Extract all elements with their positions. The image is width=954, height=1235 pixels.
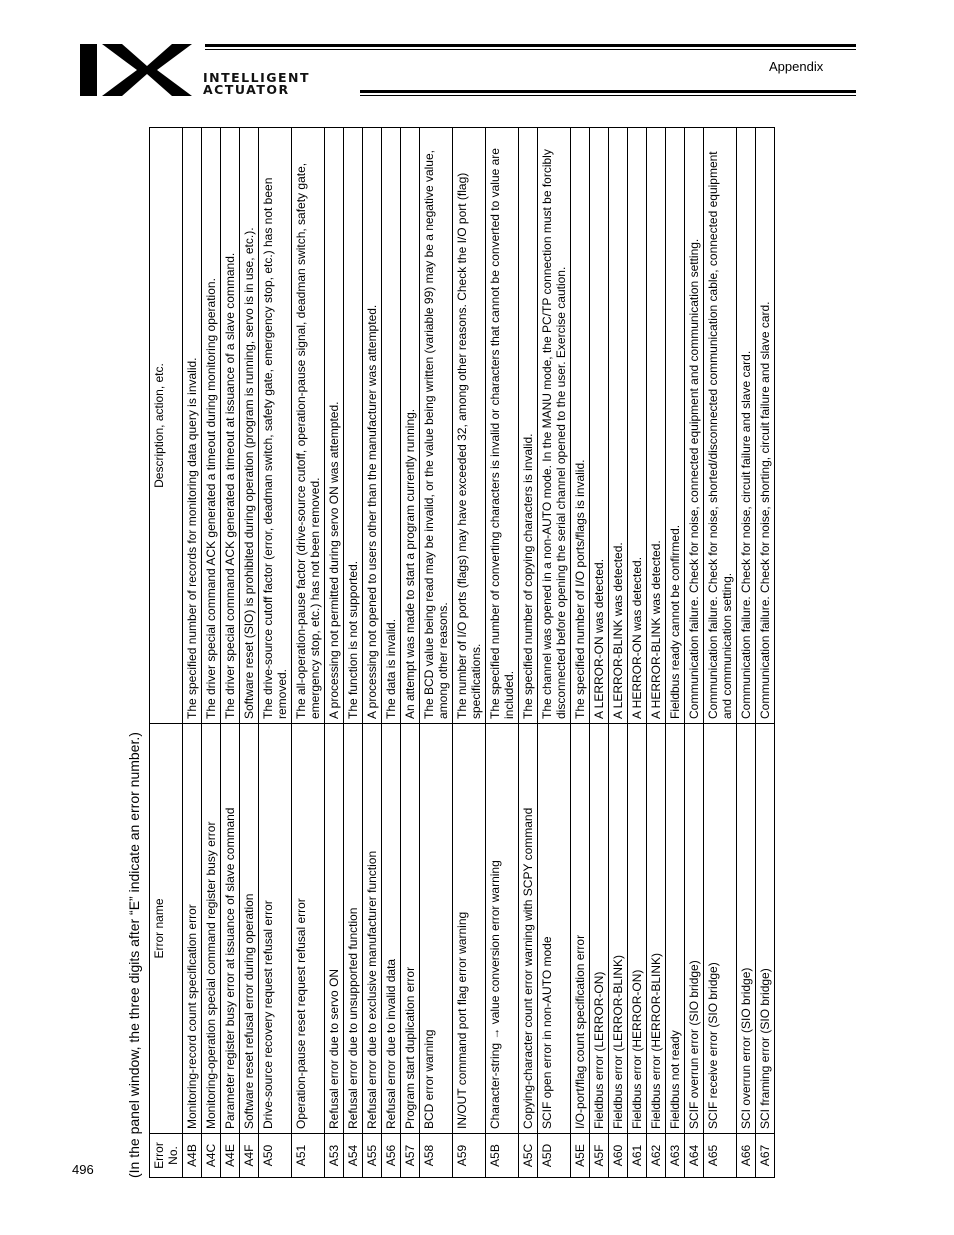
table-row [363, 128, 382, 1178]
description-cell: The driver special command ACK generated a timeout during monitoring operation. [202, 128, 221, 724]
table-row [202, 128, 221, 1178]
rotated-table-block [109, 128, 837, 1178]
table-row [538, 128, 571, 1178]
error-name-cell: IN/OUT command port flag error warning [453, 724, 486, 1134]
error-name-cell: SCIF receive error (SIO bridge) [704, 724, 737, 1134]
table-row [292, 128, 325, 1178]
table-row [453, 128, 486, 1178]
error-name-cell: Fieldbus error (LERROR-ON) [590, 724, 609, 1134]
error-name-cell: SCIF open error in non-AUTO mode [538, 724, 571, 1134]
section-label: Appendix [769, 59, 824, 74]
error-code-cell: A65 [704, 1134, 737, 1178]
error-name-cell: SCI framing error (SIO bridge) [756, 724, 775, 1134]
table-row [519, 128, 538, 1178]
error-code-cell: A67 [756, 1134, 775, 1178]
error-code-cell: A4B [183, 1134, 202, 1178]
header-description: Description, action, etc. [150, 128, 183, 724]
error-code-cell: A5E [571, 1134, 590, 1178]
error-name-cell: Fieldbus error (LERROR-BLINK) [609, 724, 628, 1134]
description-cell: The drive-source cutoff factor (error, deadman switch, safety gate, emergency stop, etc.) has not been removed. [259, 128, 292, 724]
page-number: 496 [72, 1162, 94, 1177]
error-name-cell: Drive-source recovery request refusal error [259, 724, 292, 1134]
table-row [590, 128, 609, 1178]
table-row [685, 128, 704, 1178]
description-cell: The all-operation-pause factor (drive-source cutoff, operation-pause signal, deadman switch, safety gate, emergency stop, etc.) has not been removed. [292, 128, 325, 724]
table-row [737, 128, 756, 1178]
table-row [486, 128, 519, 1178]
description-cell: The specified number of copying characters is invalid. [519, 128, 538, 724]
header-rule-bottom-thin [360, 95, 856, 96]
error-code-cell: A55 [363, 1134, 382, 1178]
description-cell: Communication failure. Check for noise, shorting, circuit failure and slave card. [756, 128, 775, 724]
description-cell: Fieldbus ready cannot be confirmed. [666, 128, 685, 724]
description-cell: Communication failure. Check for noise, connected equipment and communication setting. [685, 128, 704, 724]
error-name-cell: Monitoring-record count specification error [183, 724, 202, 1134]
error-name-cell: Copying-character count error warning with SCPY command [519, 724, 538, 1134]
description-cell: The channel was opened in a non-AUTO mode. In the MANU mode, the PC/TP connection must be forcibly disconnected before opening the serial channel opened to the user. Exercise caution. [538, 128, 571, 724]
table-row [704, 128, 737, 1178]
error-code-cell: A60 [609, 1134, 628, 1178]
error-code-cell: A64 [685, 1134, 704, 1178]
table-header-row [150, 128, 183, 1178]
brand-wordmark [203, 72, 310, 96]
description-cell: Communication failure. Check for noise, circuit failure and slave card. [737, 128, 756, 724]
intelligent-actuator-logo [80, 44, 192, 96]
error-name-cell: Monitoring-operation special command register busy error [202, 724, 221, 1134]
error-code-cell: A56 [382, 1134, 401, 1178]
error-code-cell: A66 [737, 1134, 756, 1178]
description-cell: A processing not permitted during servo ON was attempted. [325, 128, 344, 724]
header-error-no: Error No. [150, 1134, 183, 1178]
table-row [666, 128, 685, 1178]
description-cell: The data is invalid. [382, 128, 401, 724]
error-name-cell: SCIF overrun error (SIO bridge) [685, 724, 704, 1134]
error-code-cell: A62 [647, 1134, 666, 1178]
description-cell: A LERROR-ON was detected. [590, 128, 609, 724]
error-name-cell: Fieldbus not ready [666, 724, 685, 1134]
table-row [571, 128, 590, 1178]
error-code-cell: A58 [420, 1134, 453, 1178]
description-cell: A HERROR-ON was detected. [628, 128, 647, 724]
brand-line1: INTELLIGENT [203, 70, 311, 85]
header-rule-top [205, 44, 856, 47]
error-name-cell: Fieldbus error (HERROR-ON) [628, 724, 647, 1134]
description-cell: The function is not supported. [344, 128, 363, 724]
error-code-cell: A4E [221, 1134, 240, 1178]
error-code-cell: A61 [628, 1134, 647, 1178]
error-name-cell: Refusal error due to servo ON [325, 724, 344, 1134]
description-cell: A HERROR-BLINK was detected. [647, 128, 666, 724]
error-name-cell: Software reset refusal error during operation [240, 724, 259, 1134]
error-name-cell: Character-string → value conversion error warning [486, 724, 519, 1134]
error-code-cell: A54 [344, 1134, 363, 1178]
error-table [149, 127, 775, 1178]
error-code-cell: A50 [259, 1134, 292, 1178]
table-row [259, 128, 292, 1178]
description-cell: An attempt was made to start a program currently running. [401, 128, 420, 724]
description-cell: Communication failure. Check for noise, shorted/disconnected communication cable, connected equipment and communication setting. [704, 128, 737, 724]
error-name-cell: BCD error warning [420, 724, 453, 1134]
description-cell: The BCD value being read may be invalid, or the value being written (variable 99) may be a negative value, among other reasons. [420, 128, 453, 724]
description-cell: The specified number of records for monitoring data query is invalid. [183, 128, 202, 724]
description-cell: A processing not opened to users other than the manufacturer was attempted. [363, 128, 382, 724]
header-rule-top-thin [205, 49, 856, 50]
error-name-cell: Operation-pause reset request refusal error [292, 724, 325, 1134]
table-row [382, 128, 401, 1178]
table-row [756, 128, 775, 1178]
table-row [344, 128, 363, 1178]
table-row [183, 128, 202, 1178]
table-row [609, 128, 628, 1178]
error-code-cell: A51 [292, 1134, 325, 1178]
description-cell: A LERROR-BLINK was detected. [609, 128, 628, 724]
table-row [325, 128, 344, 1178]
description-cell: The number of I/O ports (flags) may have exceeded 32, among other reasons. Check the I/O port (flag) specifications. [453, 128, 486, 724]
error-code-cell: A4F [240, 1134, 259, 1178]
error-code-cell: A5B [486, 1134, 519, 1178]
error-name-cell: Fieldbus error (HERROR-BLINK) [647, 724, 666, 1134]
table-caption: (In the panel window, the three digits after “E” indicate an error number.) [126, 732, 142, 1178]
header-error-name: Error name [150, 724, 183, 1134]
brand-line2: ACTUATOR [203, 82, 290, 97]
error-name-cell: Refusal error due to unsupported function [344, 724, 363, 1134]
error-code-cell: A63 [666, 1134, 685, 1178]
error-code-cell: A59 [453, 1134, 486, 1178]
table-row [628, 128, 647, 1178]
table-row [647, 128, 666, 1178]
error-code-cell: A57 [401, 1134, 420, 1178]
error-name-cell: Program start duplication error [401, 724, 420, 1134]
error-name-cell: SCI overrun error (SIO bridge) [737, 724, 756, 1134]
table-body [183, 128, 775, 1178]
error-name-cell: Refusal error due to invalid data [382, 724, 401, 1134]
error-code-cell: A53 [325, 1134, 344, 1178]
error-name-cell: I/O-port/flag count specification error [571, 724, 590, 1134]
description-cell: The driver special command ACK generated a timeout at issuance of a slave command. [221, 128, 240, 724]
error-code-cell: A4C [202, 1134, 221, 1178]
error-code-cell: A5F [590, 1134, 609, 1178]
header-rule-bottom [360, 90, 856, 93]
error-code-cell: A5C [519, 1134, 538, 1178]
table-row [401, 128, 420, 1178]
table-row [240, 128, 259, 1178]
description-cell: The specified number of I/O ports/flags is invalid. [571, 128, 590, 724]
error-code-cell: A5D [538, 1134, 571, 1178]
description-cell: Software reset (SIO) is prohibited during operation (program is running, servo is in use, etc.). [240, 128, 259, 724]
error-name-cell: Refusal error due to exclusive manufacturer function [363, 724, 382, 1134]
description-cell: The specified number of converting characters is invalid or characters that cannot be converted to value are included. [486, 128, 519, 724]
table-row [221, 128, 240, 1178]
error-name-cell: Parameter register busy error at issuance of slave command [221, 724, 240, 1134]
table-row [420, 128, 453, 1178]
